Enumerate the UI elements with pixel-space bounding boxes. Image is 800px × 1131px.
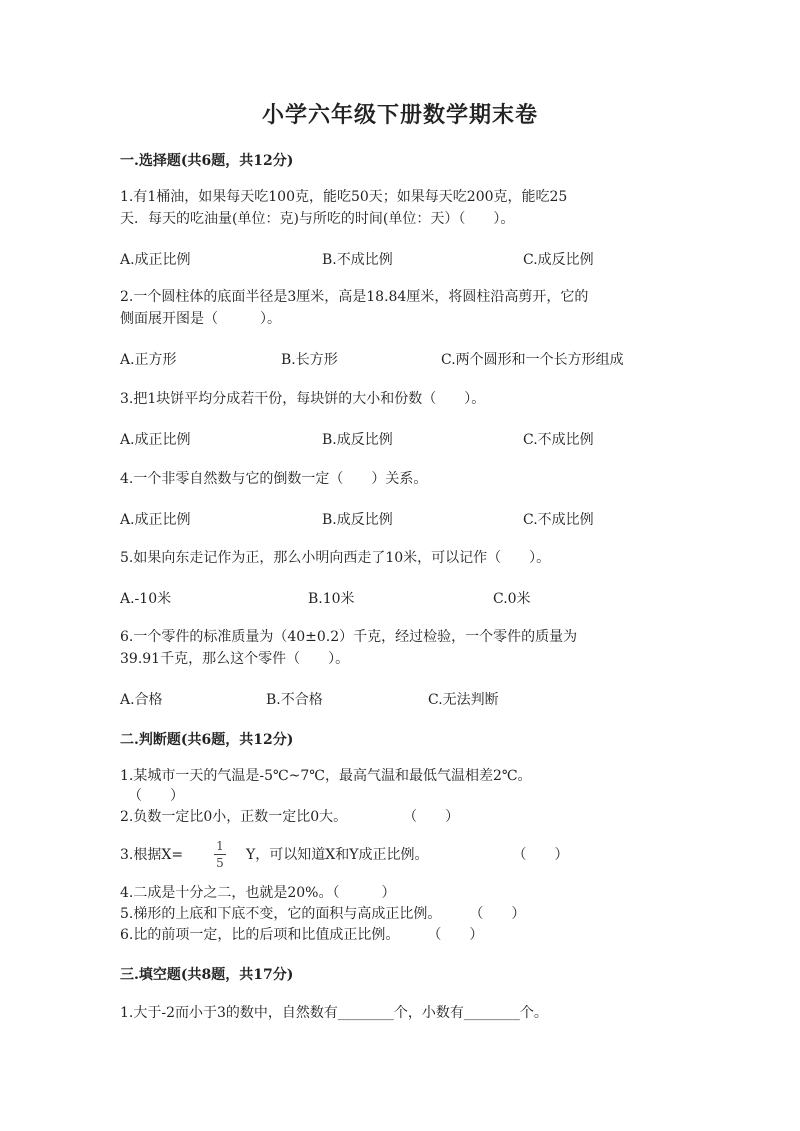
question-2-option-b: B.长方形: [281, 352, 338, 368]
judgement-3-prefix: 3.根据X=: [120, 847, 184, 863]
question-2-option-a: A.正方形: [120, 352, 177, 368]
judgement-5: 5.梯形的上底和下底不变，它的面积与高成正比例。 （ ）: [120, 906, 526, 922]
question-6-option-b: B.不合格: [266, 692, 323, 708]
question-6-line-2: 39.91千克，那么这个零件（ ）。: [120, 651, 350, 667]
fraction-bar: [214, 854, 226, 855]
fraction-numerator: 1: [216, 839, 224, 853]
judgement-3-suffix: Y，可以知道X和Y成正比例。 （ ）: [246, 847, 569, 863]
question-1-line-2: 天．每天的吃油量(单位：克)与所吃的时间(单位：天）（ ）。: [120, 211, 515, 227]
question-2-line-1: 2.一个圆柱体的底面半径是3厘米，高是18.84厘米，将圆柱沿高剪开，它的: [120, 289, 589, 305]
question-6-option-c: C.无法判断: [428, 692, 499, 708]
question-6-option-a: A.合格: [120, 692, 163, 708]
question-5-line-1: 5.如果向东走记作为正，那么小明向西走了10米，可以记作（ ）。: [120, 550, 551, 566]
question-4-option-b: B.成反比例: [322, 512, 393, 528]
judgement-6: 6.比的前项一定，比的后项和比值成正比例。 （ ）: [120, 927, 484, 943]
question-1-line-1: 1.有1桶油，如果每天吃100克，能吃50天；如果每天吃200克，能吃25: [120, 189, 568, 205]
question-4-option-c: C.不成比例: [523, 512, 594, 528]
question-1-option-a: A.成正比例: [120, 252, 191, 268]
fill-blank-1: 1.大于-2而小于3的数中，自然数有________个，小数有________个。: [120, 1005, 548, 1021]
fraction-denominator: 5: [216, 856, 224, 870]
question-5-option-c: C.0米: [493, 591, 531, 607]
question-3-option-a: A.成正比例: [120, 432, 191, 448]
question-2-option-c: C.两个圆形和一个长方形组成: [441, 352, 624, 368]
question-6-line-1: 6.一个零件的标准质量为（40±0.2）千克，经过检验，一个零件的质量为: [120, 629, 578, 645]
judgement-4: 4.二成是十分之二，也就是20%。（ ）: [120, 885, 396, 901]
question-4-line-1: 4.一个非零自然数与它的倒数一定（ ）关系。: [120, 471, 428, 487]
question-1-option-c: C.成反比例: [523, 252, 594, 268]
page-title: 小学六年级下册数学期末卷: [261, 102, 538, 128]
question-3-option-c: C.不成比例: [523, 432, 594, 448]
question-2-line-2: 侧面展开图是（ ）。: [120, 311, 281, 327]
fraction: [214, 839, 226, 870]
judgement-2: 2.负数一定比0小，正数一定比0大。 （ ）: [120, 809, 460, 825]
question-3-line-1: 3.把1块饼平均分成若干份，每块饼的大小和份数（ ）。: [120, 391, 486, 407]
section-heading-fill-blank: 三.填空题(共8题，共17分): [120, 967, 294, 983]
question-4-option-a: A.成正比例: [120, 512, 191, 528]
judgement-1: 1.某城市一天的气温是-5℃~7℃，最高气温和最低气温相差2℃。: [120, 768, 532, 784]
section-heading-choice: 一.选择题(共6题，共12分): [120, 153, 294, 169]
judgement-1-answer-paren: （ ）: [128, 788, 184, 804]
section-heading-judgement: 二.判断题(共6题，共12分): [120, 732, 294, 748]
question-5-option-a: A.-10米: [120, 591, 172, 607]
question-5-option-b: B.10米: [308, 591, 355, 607]
question-1-option-b: B.不成比例: [322, 252, 393, 268]
question-3-option-b: B.成反比例: [322, 432, 393, 448]
